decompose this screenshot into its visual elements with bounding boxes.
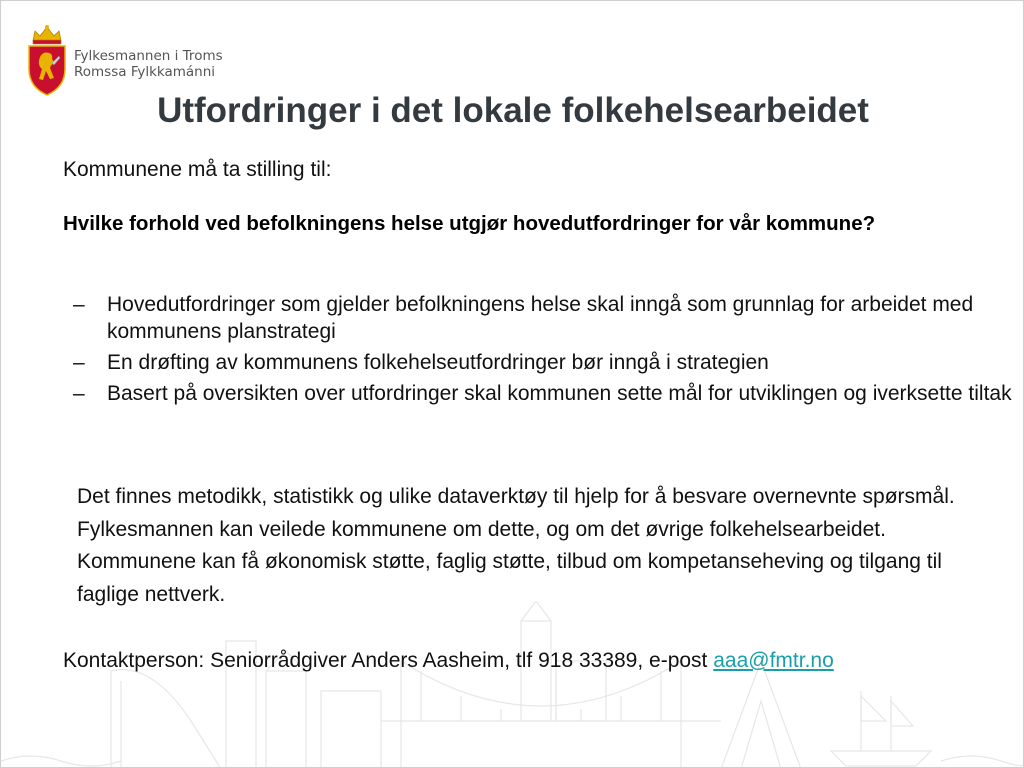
- list-item: [73, 380, 1013, 407]
- bullet-text: En drøfting av kommunens folkehelseutfordringer bør inngå i strategien: [107, 351, 769, 374]
- bullet-text: Basert på oversikten over utfordringer skal kommunen sette mål for utviklingen og iverksette tiltak: [107, 382, 1012, 405]
- org-name-sami: Romssa Fylkkamánni: [74, 64, 216, 80]
- list-item: [73, 291, 1013, 345]
- bullet-text: Hovedutfordringer som gjelder befolkningens helse skal inngå som grunnlag for arbeidet med kommunens planstrategi: [107, 293, 974, 343]
- contact-email-link[interactable]: aaa@fmtr.no: [713, 649, 834, 672]
- key-question: Hvilke forhold ved befolkningens helse utgjør hovedutfordringer for vår kommune?: [63, 212, 876, 235]
- contact-line: [63, 649, 834, 673]
- bullet-dash: –: [73, 351, 85, 374]
- coat-of-arms-icon: [25, 23, 69, 97]
- contact-text: Kontaktperson: Seniorrådgiver Anders Aasheim, tlf 918 33389, e-post: [63, 649, 714, 672]
- organization-name: [74, 48, 223, 80]
- bullet-list: [73, 291, 1013, 411]
- landscape-illustration: [1, 601, 1024, 768]
- bullet-dash: –: [73, 382, 85, 405]
- intro-text: Kommunene må ta stilling til:: [63, 158, 332, 181]
- bullet-dash: –: [73, 293, 85, 316]
- slide-title: Utfordringer i det lokale folkehelsearbeidet: [157, 91, 869, 130]
- org-name-norwegian: Fylkesmannen i Troms: [74, 48, 223, 64]
- info-paragraph: Det finnes metodikk, statistikk og ulike dataverktøy til hjelp for å besvare overnevnte spørsmål. Fylkesmannen kan veilede kommunene om dette, og om det øvrige folkehelsearbeidet. Kommunene kan få økonomisk støtte, faglig støtte, tilbud om kompetanseheving og tilgang til faglige nettverk.: [77, 485, 955, 606]
- list-item: [73, 349, 1013, 376]
